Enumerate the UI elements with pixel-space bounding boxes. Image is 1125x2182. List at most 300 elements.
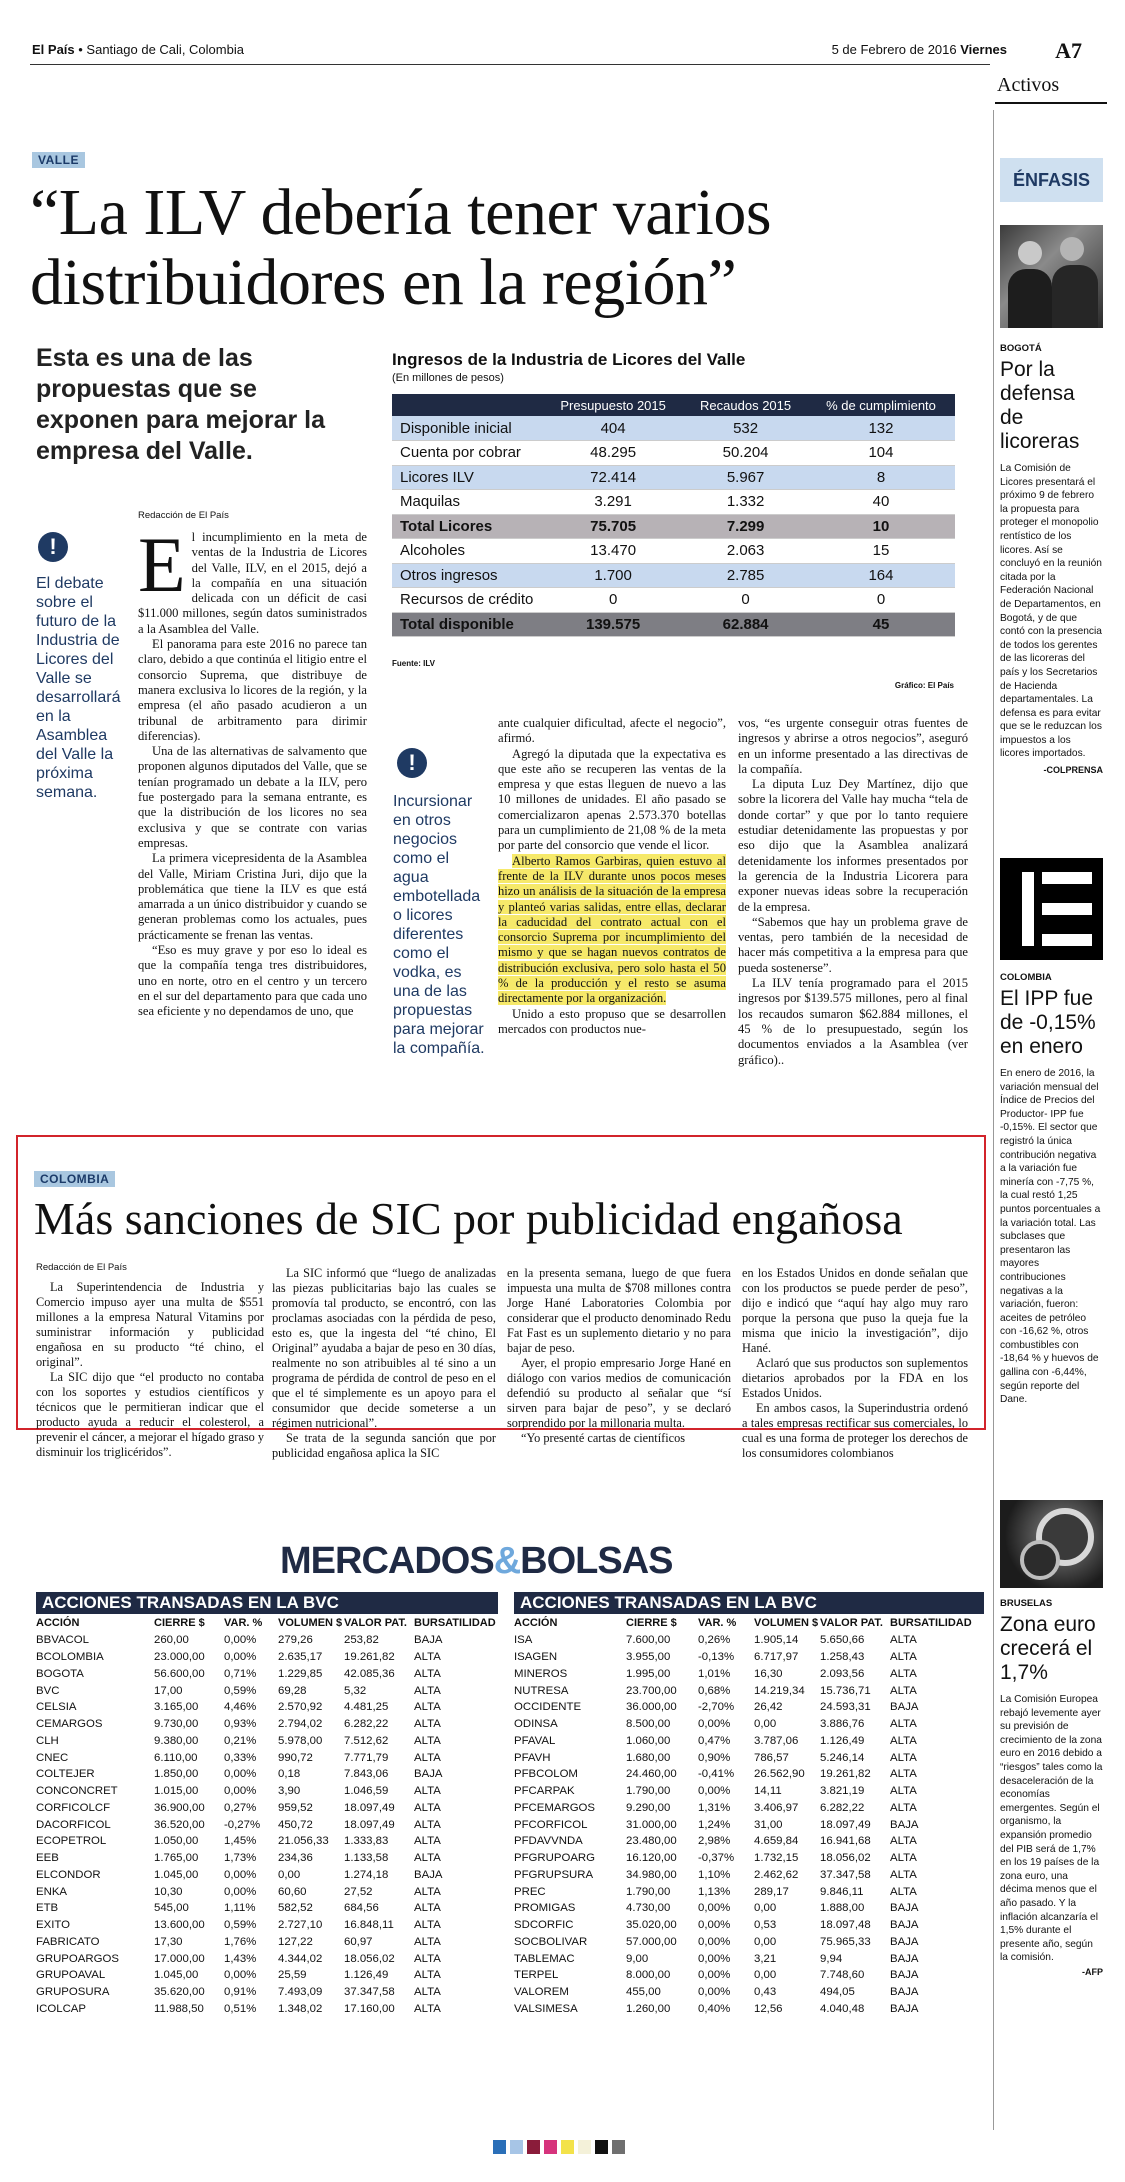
stocks-header-row (36, 1614, 498, 1632)
stock-cell: 31.000,00 (626, 1818, 677, 1831)
stock-cell: 9.290,00 (626, 1801, 671, 1814)
stock-cell: 0,00 (278, 1868, 301, 1881)
stock-cell: ALTA (890, 1852, 917, 1865)
stock-cell: 0,26% (698, 1634, 731, 1647)
stock-cell: 1.126,49 (344, 1969, 389, 1982)
stock-symbol: EEB (36, 1852, 59, 1865)
stock-cell: 1,43% (224, 1952, 257, 1965)
article-column-1 (138, 521, 367, 1020)
stock-cell: 0,00% (698, 1718, 731, 1731)
stock-cell: 0,51% (224, 2002, 257, 2015)
stock-cell: 17.000,00 (154, 1952, 205, 1965)
stock-cell: ALTA (414, 2002, 441, 2015)
sic-column-2 (272, 1266, 496, 1461)
stock-cell: 14,11 (754, 1785, 782, 1798)
paragraph: Una de las alternativas de salvamento que proponen algunos diputados del Valle, que se tenían programado un debate a la ILV, pero fue postergado para la semana entrante, es que la distribución de los licores no sea exclusiva y que se contrate con varias empresas. (138, 744, 367, 850)
article-column-2 (498, 716, 726, 1037)
stock-cell: 16.120,00 (626, 1852, 677, 1865)
stock-cell: 42.085,36 (344, 1667, 395, 1680)
stock-cell: 23.000,00 (154, 1651, 205, 1664)
stock-cell: 0,91% (224, 1986, 257, 1999)
paragraph: “Yo presenté cartas de científicos (521, 1431, 686, 1445)
stock-row (36, 1900, 498, 1917)
stock-cell: BAJA (890, 1935, 919, 1948)
stock-cell: ALTA (414, 1969, 441, 1982)
stock-cell: 1,01% (698, 1667, 731, 1680)
stock-cell: 5.650,66 (820, 1634, 865, 1647)
stock-cell: ALTA (414, 1986, 441, 1999)
stock-cell: ALTA (414, 1935, 441, 1948)
row-label: Alcoholes (392, 539, 542, 564)
stock-cell: 13.600,00 (154, 1919, 205, 1932)
stock-cell: 35.020,00 (626, 1919, 677, 1932)
table-cell: 404 (542, 416, 684, 441)
stock-cell: 69,28 (278, 1684, 307, 1697)
stock-cell: 16.848,11 (344, 1919, 394, 1932)
stock-cell: 450,72 (278, 1818, 313, 1831)
page-header (32, 38, 1082, 64)
stock-cell: 2.635,17 (278, 1651, 323, 1664)
table-cell: 104 (807, 441, 955, 466)
table-subtitle: (En millones de pesos) (392, 372, 504, 384)
stock-cell: ALTA (414, 1684, 441, 1697)
sidebar-rule (993, 110, 994, 2130)
stock-cell: 279,26 (278, 1634, 313, 1647)
paragraph: La primera vicepresidenta de la Asamblea del Valle, Miriam Cristina Juri, dijo que la problemática que tiene la ILV es que está amarrada a un único distribuidor y cuando se generan problemas como los actuales, pues prácticamente se frenan las ventas. (138, 851, 367, 942)
stock-cell: 4.659,84 (754, 1835, 799, 1848)
stock-cell: 8.000,00 (626, 1969, 671, 1982)
stock-cell: ALTA (890, 1667, 917, 1680)
stock-row (514, 1666, 984, 1683)
stock-cell: 5.978,00 (278, 1734, 323, 1747)
stock-cell: 35.620,00 (154, 1986, 205, 1999)
column-header (392, 394, 542, 416)
stock-cell: 6.110,00 (154, 1751, 198, 1764)
stock-row (36, 1699, 498, 1716)
color-swatch (544, 2140, 557, 2154)
enfasis-banner: ÉNFASIS (1000, 158, 1103, 202)
stock-cell: 36.000,00 (626, 1701, 677, 1714)
stock-cell: 0,18 (278, 1768, 301, 1781)
stock-row (36, 1833, 498, 1850)
stock-row (514, 1766, 984, 1783)
stock-cell: ALTA (414, 1651, 441, 1664)
stock-row (36, 1766, 498, 1783)
stock-cell: 1.888,00 (820, 1902, 865, 1915)
stock-cell: 289,17 (754, 1885, 789, 1898)
stock-symbol: CLH (36, 1734, 59, 1747)
stock-symbol: PROMIGAS (514, 1902, 576, 1915)
stock-cell: 12,56 (754, 2002, 783, 2015)
stock-cell: 26,42 (754, 1701, 783, 1714)
table-row (392, 465, 955, 490)
stock-cell: 36.900,00 (154, 1801, 205, 1814)
table-cell: 2.063 (684, 539, 807, 564)
stock-cell: 27,52 (344, 1885, 373, 1898)
stocks-header-row (514, 1614, 984, 1632)
kicker-label: COLOMBIA (34, 1171, 115, 1187)
brief-headline: El IPP fue de -0,15% en enero (1000, 987, 1096, 1058)
header-rule (30, 64, 990, 65)
col-header: ACCIÓN (36, 1617, 80, 1629)
stock-row (36, 1967, 498, 1984)
stock-cell: 17,30 (154, 1935, 183, 1948)
stock-cell: 0,59% (224, 1684, 257, 1697)
stock-symbol: NUTRESA (514, 1684, 569, 1697)
table-cell: 8 (807, 465, 955, 490)
stock-cell: 234,36 (278, 1852, 313, 1865)
article-headline: “La ILV debería tener varios distribuidores en la región” (30, 176, 772, 319)
stock-cell: 3.165,00 (154, 1701, 199, 1714)
stock-cell: 0,00 (754, 1969, 777, 1982)
stock-symbol: CNEC (36, 1751, 69, 1764)
stock-cell: 1.126,49 (820, 1734, 865, 1747)
paragraph: “Eso es muy grave y por eso lo ideal es que la compañía tenga tres distribuidores, uno en norte, otro en el centro y un tercero en el sur del departamento para que cada uno sea eficiente y no dependamos de uno, que (138, 943, 367, 1019)
stock-symbol: PFBCOLOM (514, 1768, 578, 1781)
stock-cell: ALTA (890, 1785, 917, 1798)
paragraph: Aclaró que sus productos son suplementos dietarios aprobados por la FDA en los Estados Unidos. (742, 1356, 968, 1400)
stock-cell: ALTA (414, 1952, 441, 1965)
stock-cell: ALTA (414, 1701, 441, 1714)
table-cell: 532 (684, 416, 807, 441)
table-row (392, 416, 955, 441)
table-cell: 48.295 (542, 441, 684, 466)
stock-row (36, 1934, 498, 1951)
table-cell: 164 (807, 563, 955, 588)
stock-cell: 1,31% (698, 1801, 731, 1814)
stock-cell: 3.955,00 (626, 1651, 671, 1664)
row-label: Disponible inicial (392, 416, 542, 441)
stock-cell: ALTA (414, 1734, 441, 1747)
stock-cell: 455,00 (626, 1986, 661, 1999)
stock-cell: ALTA (890, 1734, 917, 1747)
paragraph: en los Estados Unidos en donde señalan que con los productos se puede perder de peso”, dijo e indicó que “aquí hay algo muy raro porque la persona que puso la queja fue la misma que inicio la investigación”, dijo Hané. (742, 1266, 968, 1355)
table-cell: 132 (807, 416, 955, 441)
stock-cell: 0,00% (698, 1935, 731, 1948)
brief-source: -AFP (1082, 1966, 1103, 1977)
kicker-label: VALLE (32, 152, 85, 168)
stock-cell: 2.727,10 (278, 1919, 323, 1932)
stock-cell: 3.406,97 (754, 1801, 799, 1814)
stock-cell: 6.282,22 (344, 1718, 389, 1731)
stock-row (514, 1682, 984, 1699)
article-column-3 (738, 716, 968, 1068)
stock-cell: 0,00% (224, 1768, 257, 1781)
markets-title-b: BOLSAS (520, 1540, 673, 1582)
col-header: CIERRE $ (154, 1617, 205, 1629)
stock-row (514, 1649, 984, 1666)
stock-row (36, 1883, 498, 1900)
stock-row (36, 1816, 498, 1833)
stock-cell: BAJA (890, 1818, 919, 1831)
stock-symbol: SOCBOLIVAR (514, 1935, 588, 1948)
stock-cell: 1.348,02 (278, 2002, 323, 2015)
stock-cell: 1,13% (698, 1885, 731, 1898)
stock-cell: ALTA (414, 1801, 441, 1814)
stock-symbol: ENKA (36, 1885, 68, 1898)
stock-cell: 1.045,00 (154, 1969, 199, 1982)
stock-row (514, 1833, 984, 1850)
section-name: Activos (995, 74, 1107, 104)
table-cell: 13.470 (542, 539, 684, 564)
stock-cell: 1.333,83 (344, 1835, 389, 1848)
stock-cell: ALTA (890, 1768, 917, 1781)
stock-symbol: CEMARGOS (36, 1718, 103, 1731)
stock-cell: 1.046,59 (344, 1785, 389, 1798)
markets-title-a: MERCADOS (280, 1540, 494, 1582)
stock-cell: BAJA (890, 1969, 919, 1982)
stock-cell: 545,00 (154, 1902, 189, 1915)
brief-tag: BOGOTÁ (1000, 343, 1042, 354)
stock-cell: 34.980,00 (626, 1868, 677, 1881)
brief-body: La Comisión de Licores presentará el próximo 9 de febrero la propuesta para proteger el monopolio rentístico de los licores. Así se concluyó en la reunión citada por la Federación Nacional de Departamentos, en Bogotá, y de que contó con la presencia de todos los gerentes de las licoreras del país y los Secretarios de Hacienda departamentales. La defensa es para evitar que se le reduzcan los impuestos a los licores importados. (1000, 463, 1102, 760)
stock-cell: -0,37% (698, 1852, 735, 1865)
stock-cell: BAJA (890, 1701, 919, 1714)
stock-cell: 9,94 (820, 1952, 843, 1965)
stock-cell: 0,40% (698, 2002, 731, 2015)
paragraph: l incumplimiento en la meta de ventas de la Industria de Licores del Valle, ILV, en el 2015, dejó a la compañía en una situación delicada con un déficit de casi $11.000 millones, según datos suministrados a la Asamblea del Valle. (138, 530, 367, 636)
stock-cell: ALTA (890, 1751, 917, 1764)
stock-cell: 18.097,49 (344, 1801, 395, 1814)
stock-row (36, 1800, 498, 1817)
col-header: BURSATILIDAD (890, 1617, 972, 1629)
revenue-data-table (392, 394, 955, 637)
stock-cell: 60,60 (278, 1885, 307, 1898)
color-swatch (612, 2140, 625, 2154)
stock-row (514, 1632, 984, 1649)
stock-cell: ALTA (414, 1751, 441, 1764)
stock-cell: 37.347,58 (820, 1868, 871, 1881)
date-text: 5 de Febrero de 2016 (831, 42, 957, 57)
table-row (392, 441, 955, 466)
stock-cell: 37.347,58 (344, 1986, 395, 1999)
stock-cell: 6.282,22 (820, 1801, 865, 1814)
stock-symbol: BCOLOMBIA (36, 1651, 104, 1664)
stock-cell: 17,00 (154, 1684, 183, 1697)
stock-cell: 31,00 (754, 1818, 783, 1831)
stock-cell: 260,00 (154, 1634, 189, 1647)
stock-cell: 1.790,00 (626, 1785, 671, 1798)
article-subhead: Esta es una de las propuestas que se exponen para mejorar la empresa del Valle. (36, 344, 326, 465)
stock-cell: 786,57 (754, 1751, 789, 1764)
col-header: VAR. % (698, 1617, 737, 1629)
stock-cell: 990,72 (278, 1751, 313, 1764)
paragraph: vos, “es urgente conseguir otras fuentes de ingresos y abrirse a otros negocios”, aseguró en un informe presentado a las directivas de la compañía. (738, 716, 968, 776)
markets-title-amp: & (493, 1540, 521, 1582)
row-label: Otros ingresos (392, 563, 542, 588)
stock-cell: 1.258,43 (820, 1651, 865, 1664)
stock-cell: 18.097,48 (820, 1919, 871, 1932)
markets-title (280, 1540, 673, 1583)
stock-row (36, 1783, 498, 1800)
stock-symbol: ODINSA (514, 1718, 558, 1731)
color-swatch (578, 2140, 591, 2154)
table-cell: 3.291 (542, 490, 684, 515)
stock-cell: 7.843,06 (344, 1768, 389, 1781)
table-cell: 45 (807, 612, 955, 637)
table-cell: 7.299 (684, 514, 807, 539)
stock-cell: 1.050,00 (154, 1835, 199, 1848)
brief-colombia (1000, 972, 1103, 1407)
row-label: Total disponible (392, 612, 542, 637)
stock-symbol: ISAGEN (514, 1651, 558, 1664)
stocks-table-left (36, 1592, 498, 2017)
stock-cell: 0,00% (224, 1969, 257, 1982)
stock-cell: BAJA (890, 1986, 919, 1999)
paragraph: “Sabemos que hay un problema grave de ventas, pero también de la necesidad de hacer más competitiva a la empresa para que pueda sostenerse”. (738, 914, 968, 975)
stock-row (36, 1984, 498, 2001)
stock-cell: 0,00% (698, 1785, 731, 1798)
stock-cell: 16.941,68 (820, 1835, 871, 1848)
col-header: VAR. % (224, 1617, 263, 1629)
stock-cell: 0,00% (224, 1785, 257, 1798)
stock-cell: ALTA (890, 1885, 917, 1898)
stock-cell: 56.600,00 (154, 1667, 205, 1680)
print-color-bar (493, 2140, 625, 2154)
stock-cell: 959,52 (278, 1801, 313, 1814)
stock-cell: 3.886,76 (820, 1718, 865, 1731)
stock-symbol: VALOREM (514, 1986, 569, 1999)
stock-cell: 0,53 (754, 1919, 777, 1932)
stock-cell: 4,46% (224, 1701, 257, 1714)
stock-cell: 0,00% (224, 1885, 257, 1898)
stock-cell: BAJA (890, 1919, 919, 1932)
meeting-photo (1000, 225, 1103, 328)
brief-body: La Comisión Europea rebajó levemente ayer su previsión de crecimiento de la zona euro en 2016 debido a “riesgos” tales como la desaceleración de la economías emergentes. Según el organismo, la expansión promedio del PIB será de 1,7% en los 19 países de la zona euro, una décima menos que el año pasado. Y la inflación alcanzaría el 1,5% durante el presente año, según la comisión. (1000, 1694, 1103, 1964)
stock-cell: 8.500,00 (626, 1718, 671, 1731)
stock-row (514, 1900, 984, 1917)
row-label: Cuenta por cobrar (392, 441, 542, 466)
stock-cell: 25,59 (278, 1969, 307, 1982)
color-swatch (527, 2140, 540, 2154)
table-row (392, 588, 955, 613)
stocks-band: ACCIONES TRANSADAS EN LA BVC (514, 1592, 984, 1614)
stock-symbol: ECOPETROL (36, 1835, 107, 1848)
stock-cell: 14.219,34 (754, 1684, 805, 1697)
table-cell: 0 (807, 588, 955, 613)
col-header: VOLUMEN $ (754, 1617, 819, 1629)
stock-cell: 0,33% (224, 1751, 257, 1764)
paragraph: Se trata de la segunda sanción que por publicidad engañosa aplica la SIC (272, 1431, 496, 1460)
stock-symbol: COLTEJER (36, 1768, 95, 1781)
stock-cell: 2.570,92 (278, 1701, 323, 1714)
paragraph: La Superintendencia de Industria y Comercio impuso ayer una multa de $551 millones a la empresa Natural Vitamins por suministrar información y publicidad engañosa en su producto “té chino, el original”. (36, 1280, 264, 1369)
stock-row (36, 1850, 498, 1867)
stock-cell: 1.905,14 (754, 1634, 799, 1647)
stock-cell: 4.344,02 (278, 1952, 323, 1965)
row-label: Recursos de crédito (392, 588, 542, 613)
table-cell: 72.414 (542, 465, 684, 490)
stock-cell: -2,70% (698, 1701, 735, 1714)
stocks-band: ACCIONES TRANSADAS EN LA BVC (36, 1592, 498, 1614)
col-header: BURSATILIDAD (414, 1617, 496, 1629)
stock-symbol: PFCORFICOL (514, 1818, 588, 1831)
stock-cell: 0,90% (698, 1751, 731, 1764)
stock-row (36, 1649, 498, 1666)
stock-symbol: BOGOTA (36, 1667, 84, 1680)
table-cell: 50.204 (684, 441, 807, 466)
col-header: VALOR PAT. (820, 1617, 883, 1629)
stock-cell: 7.512,62 (344, 1734, 389, 1747)
stock-cell: 4.481,25 (344, 1701, 389, 1714)
stock-cell: 1.765,00 (154, 1852, 199, 1865)
paragraph: La diputa Luz Dey Martínez, dijo que sobre la licorera del Valle hay mucha “tela de donde cortar” y que por lo tanto requiere estudiar detenidamente las propuestas y por eso dijo que la Asamblea analizará detenidamente los informes presentados por la gerencia de la Industria Licorera para exponer nuevas ideas sobre la recuperación de la empresa. (738, 777, 968, 914)
stock-row (36, 1867, 498, 1884)
stock-cell: 1,11% (224, 1902, 256, 1915)
stock-row (514, 2001, 984, 2018)
stock-cell: 23.700,00 (626, 1684, 677, 1697)
stock-cell: BAJA (414, 1768, 443, 1781)
page-number: A7 (1055, 38, 1082, 63)
stock-cell: ALTA (890, 1835, 917, 1848)
paragraph: Unido a esto propuso que se desarrollen mercados con productos nue- (498, 1006, 726, 1036)
column-header: Presupuesto 2015 (542, 394, 684, 416)
stock-row (514, 1816, 984, 1833)
stock-cell: 23.480,00 (626, 1835, 677, 1848)
highlight: Alberto Ramos Garbiras, quien estuvo al frente de la ILV durante unos pocos meses hizo un análisis de la situación de la empresa y planteó varias salidas, entre ellas, declarar la caducidad del contrato actual con el consorcio Suprema por incumplimiento del mismo y que se hagan nuevos contratos de distribución exclusiva, pero solo hasta el 50 % de la producción y el resto se asuma directamente por la organización. (498, 853, 726, 1006)
stock-cell: 0,00 (754, 1718, 777, 1731)
stock-row (36, 1950, 498, 1967)
stock-cell: 75.965,33 (820, 1935, 871, 1948)
brief-headline: Por la defensa de licoreras (1000, 358, 1080, 453)
stock-cell: 1,24% (698, 1818, 731, 1831)
stock-row (514, 1934, 984, 1951)
brief-bruselas (1000, 1598, 1103, 1977)
table-footer (392, 659, 964, 690)
stock-cell: 57.000,00 (626, 1935, 677, 1948)
stock-symbol: PREC (514, 1885, 546, 1898)
color-swatch (510, 2140, 523, 2154)
stock-row (514, 1917, 984, 1934)
stock-row (514, 1867, 984, 1884)
stocks-table (514, 1614, 984, 2017)
stock-cell: 16,30 (754, 1667, 783, 1680)
stock-cell: BAJA (890, 2002, 919, 2015)
table-cell: 2.785 (684, 563, 807, 588)
stock-cell: 0,21% (224, 1734, 257, 1747)
row-label: Total Licores (392, 514, 542, 539)
paragraph: En ambos casos, la Superindustria ordenó a tales empresas rectificar sus comerciales, lo cual es una forma de proteger los derechos de los consumidores colombianos (742, 1401, 968, 1460)
stock-symbol: PFDAVVNDA (514, 1835, 583, 1848)
stock-cell: 0,00% (698, 1952, 731, 1965)
stock-symbol: GRUPOARGOS (36, 1952, 119, 1965)
table-source: Fuente: ILV (392, 659, 435, 668)
column-header: % de cumplimiento (807, 394, 955, 416)
sidenote-business: Incursionar en otros negocios como el agua embotellada o licores diferentes como el vodka, es una de las propuestas para mejorar la compañía. (393, 793, 485, 1057)
stock-cell: 15.736,71 (820, 1684, 871, 1697)
stock-cell: 7.493,09 (278, 1986, 323, 1999)
stock-cell: 1.995,00 (626, 1667, 671, 1680)
sic-column-3 (507, 1266, 731, 1446)
stock-row (36, 1733, 498, 1750)
stock-cell: ALTA (890, 1651, 917, 1664)
stock-cell: 1.045,00 (154, 1868, 199, 1881)
stock-cell: 11.988,50 (154, 2002, 204, 2015)
stock-row (36, 1917, 498, 1934)
stock-cell: 0,59% (224, 1919, 257, 1932)
col-header: VALOR PAT. (344, 1617, 407, 1629)
color-swatch (561, 2140, 574, 2154)
article-kicker (32, 149, 85, 168)
stock-cell: 494,05 (820, 1986, 855, 1999)
stock-cell: 0,93% (224, 1718, 257, 1731)
col-header: CIERRE $ (626, 1617, 677, 1629)
stock-row (514, 1850, 984, 1867)
stock-cell: 5,32 (344, 1684, 367, 1697)
stock-symbol: TABLEMAC (514, 1952, 575, 1965)
stock-row (514, 1699, 984, 1716)
stock-cell: 0,27% (224, 1801, 257, 1814)
